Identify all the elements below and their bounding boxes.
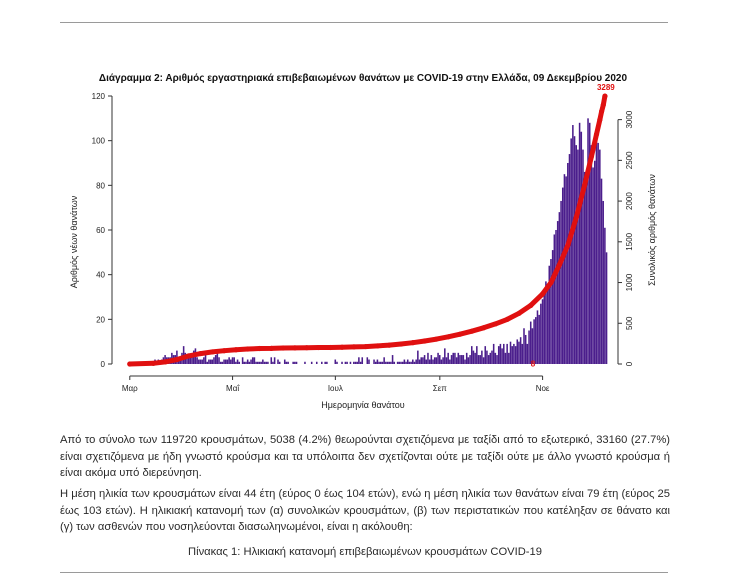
bar: [254, 357, 256, 364]
cumulative-point: [422, 338, 427, 343]
y2-tick-label: 0: [625, 361, 634, 367]
cumulative-point: [574, 215, 579, 220]
bar: [483, 357, 485, 364]
bar: [574, 136, 576, 364]
y2-tick-label: 1000: [625, 273, 634, 292]
bar: [478, 355, 480, 364]
cumulative-point: [469, 329, 474, 334]
bar: [486, 351, 488, 364]
bar: [250, 360, 252, 364]
cumulative-point: [245, 346, 250, 351]
bar: [537, 310, 539, 364]
y2-tick-label: 1500: [625, 232, 634, 251]
y-tick-label: 60: [96, 226, 105, 235]
bar: [506, 344, 508, 364]
y2-tick-label: 3000: [625, 110, 634, 129]
cumulative-point: [186, 353, 191, 358]
bar: [200, 360, 202, 364]
bar: [383, 357, 385, 364]
y2-tick-label: 2000: [625, 192, 634, 210]
cumulative-point: [505, 317, 510, 322]
bar: [225, 360, 227, 364]
cumulative-point: [292, 345, 297, 350]
bar: [491, 351, 493, 364]
bar: [436, 357, 438, 364]
bar: [419, 360, 421, 364]
bar: [335, 360, 337, 364]
bar: [360, 362, 362, 364]
bar: [294, 362, 296, 364]
bar: [542, 299, 544, 364]
bar: [471, 346, 473, 364]
bar: [594, 161, 596, 364]
bar: [552, 250, 554, 364]
cumulative-point: [222, 348, 227, 353]
bar: [439, 355, 441, 364]
bar: [350, 362, 352, 364]
bar: [543, 290, 545, 364]
bar: [402, 362, 404, 364]
cumulative-point: [304, 345, 309, 350]
bar: [259, 362, 261, 364]
bar: [270, 357, 272, 364]
bar: [533, 319, 535, 364]
bar: [264, 362, 266, 364]
bar: [434, 357, 436, 364]
cumulative-point: [163, 359, 168, 364]
bar: [223, 360, 225, 364]
bar: [431, 355, 433, 364]
bar: [215, 355, 217, 364]
bar: [447, 353, 449, 364]
cumulative-point: [257, 346, 262, 351]
y-tick-label: 120: [91, 92, 105, 101]
bar: [387, 362, 389, 364]
bar: [201, 360, 203, 364]
x-axis: [122, 376, 550, 393]
bar: [227, 360, 229, 364]
cumulative-point: [363, 344, 368, 349]
bar: [446, 357, 448, 364]
bar: [481, 351, 483, 364]
bar: [385, 362, 387, 364]
bar: [426, 360, 428, 364]
bar: [208, 360, 210, 364]
bar: [570, 138, 572, 364]
cumulative-point: [281, 345, 286, 350]
bar: [388, 362, 390, 364]
y-tick-label: 0: [100, 360, 105, 369]
cumulative-point: [127, 361, 132, 366]
bar: [405, 362, 407, 364]
bar: [510, 342, 512, 364]
y-axis-label: Αριθμός νέων θανάτων: [69, 195, 79, 289]
bar: [355, 362, 357, 364]
bar: [505, 353, 507, 364]
bar: [279, 362, 281, 364]
bar: [441, 360, 443, 364]
y-axis-right: [618, 110, 634, 366]
bar: [468, 357, 470, 364]
bar: [272, 362, 274, 364]
bar: [213, 357, 215, 364]
bar: [382, 362, 384, 364]
bar: [518, 342, 520, 364]
bar: [399, 362, 401, 364]
bar: [458, 353, 460, 364]
bar: [336, 362, 338, 364]
y-tick-label: 40: [96, 270, 105, 280]
bar: [233, 357, 235, 364]
bar: [449, 360, 451, 364]
bar: [296, 362, 298, 364]
bar: [220, 362, 222, 364]
bar: [456, 357, 458, 364]
bar: [513, 344, 515, 364]
bar: [410, 362, 412, 364]
bar: [540, 304, 542, 364]
bar: [292, 362, 294, 364]
cumulative-point: [446, 334, 451, 339]
bar: [575, 145, 577, 364]
cumulative-point: [548, 280, 553, 285]
bar: [249, 362, 251, 364]
bar: [393, 362, 395, 364]
cumulative-point: [582, 182, 587, 187]
bar: [516, 339, 518, 364]
bar: [584, 172, 586, 364]
bar: [493, 344, 495, 364]
x-tick-label: Σεπ: [432, 384, 447, 393]
x-tick-label: Μαρ: [121, 384, 138, 393]
cumulative-point: [601, 102, 606, 107]
cumulative-point: [328, 345, 333, 350]
cumulative-point: [528, 303, 533, 308]
cumulative-point: [339, 345, 344, 350]
y-tick-label: 80: [96, 181, 105, 191]
bar: [368, 360, 370, 364]
bar: [515, 346, 517, 364]
paragraph-age-distribution: Η μέση ηλικία των κρουσμάτων είναι 44 έτη (εύρος 0 έως 104 ετών), ενώ η μέση ηλικία των θανάτων είναι 79 έτη (εύρος 25 έως 103 ετών). Η ηλικιακή κατανομή των (α) συνολικών κρουσμάτων, (β) των περιστατικών που κατέληξαν σε θάνατο και (γ) των ασθενών που νοσηλεύονται διασωληνωμένοι, είναι η ακόλουθη:: [60, 488, 670, 533]
y2-tick-label: 500: [625, 316, 634, 330]
bar: [356, 362, 358, 364]
bar: [560, 201, 562, 364]
bar: [252, 357, 254, 364]
bar: [377, 360, 379, 364]
bar: [311, 362, 313, 364]
bottom-rule: [60, 572, 668, 573]
bar: [380, 362, 382, 364]
bar: [228, 357, 230, 364]
cumulative-point: [540, 291, 545, 296]
bar: [203, 357, 205, 364]
bar: [522, 344, 524, 364]
bar: [230, 360, 232, 364]
bar: [557, 221, 559, 364]
x-axis-label: Ημερομηνία θανάτου: [321, 400, 405, 410]
bar: [404, 360, 406, 364]
bar: [400, 362, 402, 364]
cumulative-point: [597, 117, 602, 122]
bar: [432, 360, 434, 364]
bar: [414, 362, 416, 364]
bar: [554, 234, 556, 364]
bar: [500, 344, 502, 364]
bar: [528, 331, 530, 365]
bar: [550, 259, 552, 364]
bar: [606, 252, 608, 364]
bar: [442, 357, 444, 364]
bar: [587, 118, 589, 364]
bar: [535, 317, 537, 364]
bar: [579, 123, 581, 364]
bar: [245, 362, 247, 364]
bar: [581, 132, 583, 364]
bar: [444, 348, 446, 364]
bar: [596, 127, 598, 364]
bar: [564, 174, 566, 364]
bar: [484, 346, 486, 364]
bar: [237, 360, 239, 364]
bar: [262, 360, 264, 364]
bar: [326, 362, 328, 364]
bar: [601, 179, 603, 364]
cumulative-point: [210, 349, 215, 354]
bar: [464, 360, 466, 364]
cumulative-point: [594, 132, 599, 137]
bar: [555, 230, 557, 364]
bar: [496, 355, 498, 364]
bar: [415, 360, 417, 364]
bar: [503, 344, 505, 364]
bar: [454, 353, 456, 364]
cumulative-point: [387, 343, 392, 348]
bar: [520, 337, 522, 364]
bar: [463, 355, 465, 364]
bar: [530, 322, 532, 364]
bar: [304, 362, 306, 364]
bar: [392, 355, 394, 364]
bar: [341, 362, 343, 364]
bar: [562, 188, 564, 364]
cumulative-point: [599, 109, 604, 114]
bar: [501, 348, 503, 364]
bar: [232, 357, 234, 364]
bar: [212, 360, 214, 364]
bar: [267, 362, 269, 364]
bar: [422, 357, 424, 364]
bar: [567, 163, 569, 364]
bar: [346, 362, 348, 364]
bar: [466, 353, 468, 364]
cumulative-point: [375, 343, 380, 348]
bar: [284, 360, 286, 364]
bar: [474, 353, 476, 364]
bar: [523, 328, 525, 364]
bar: [361, 357, 363, 364]
bar: [260, 362, 262, 364]
paragraph-cases-origin: Από το σύνολο των 119720 κρουσμάτων, 5038 (4.2%) θεωρούνται σχετιζόμενα με ταξίδι από το εξωτερικό, 33160 (27.7%) είναι σχετιζόμενα με ήδη γνωστό κρούσμα και τα υπόλοιπα δεν σχετίζονται ούτε με ταξίδι ούτε με άλλο γνωστό κρούσμα ή είναι ακόμα υπό διερεύνηση.: [60, 434, 670, 479]
bar: [565, 176, 567, 364]
bar: [527, 344, 529, 364]
bar: [597, 143, 599, 364]
cumulative-point: [481, 325, 486, 330]
y2-tick-label: 2500: [625, 151, 634, 170]
cumulative-point: [174, 357, 179, 362]
cumulative-point: [351, 344, 356, 349]
bar: [420, 357, 422, 364]
y-axis-left: [92, 92, 112, 369]
bar: [525, 335, 527, 364]
cumulative-point: [493, 321, 498, 326]
bar: [599, 150, 601, 364]
x-tick-label: Μαΐ: [226, 384, 240, 393]
y-tick-label: 20: [96, 315, 105, 325]
bar: [407, 360, 409, 364]
cumulative-point: [269, 346, 274, 351]
bar: [238, 362, 240, 364]
bar: [367, 357, 369, 364]
bar-series: [142, 118, 607, 364]
bar: [469, 355, 471, 364]
cumulative-point: [316, 345, 321, 350]
cumulative-point: [557, 262, 562, 267]
bar: [205, 355, 207, 364]
bar: [378, 362, 380, 364]
bar: [191, 357, 193, 364]
bar: [316, 362, 318, 364]
cumulative-point: [602, 93, 607, 98]
bar: [196, 357, 198, 364]
x-tick-label: Ιουλ: [327, 384, 343, 393]
bar: [577, 150, 579, 364]
bar: [476, 346, 478, 364]
bar: [390, 362, 392, 364]
bar: [488, 355, 490, 364]
bar: [235, 362, 237, 364]
bar: [602, 201, 604, 364]
bar: [490, 353, 492, 364]
annotation-label: 3289: [596, 83, 615, 93]
bar: [538, 315, 540, 364]
bar: [417, 351, 419, 364]
bar: [265, 362, 267, 364]
cumulative-point: [410, 340, 415, 345]
cumulative-point: [516, 311, 521, 316]
x-tick-label: Νοε: [535, 384, 550, 393]
bar: [277, 360, 279, 364]
bar: [409, 362, 411, 364]
cumulative-point: [434, 336, 439, 341]
bar: [247, 360, 249, 364]
bar: [452, 353, 454, 364]
bar: [592, 167, 594, 364]
y-tick-label: 100: [91, 136, 105, 146]
bar: [373, 360, 375, 364]
cumulative-point: [589, 154, 594, 159]
bar: [397, 362, 399, 364]
cumulative-point: [151, 361, 156, 366]
chart-title: Διάγραμμα 2: Αριθμός εργαστηριακά επιβεβαιωμένων θανάτων με COVID-19 στην Ελλάδα, 09 Δεκεμβρίου 2020: [98, 73, 628, 84]
bar: [210, 360, 212, 364]
bar: [255, 362, 257, 364]
bar: [287, 362, 289, 364]
bar: [511, 346, 513, 364]
cumulative-point: [398, 341, 403, 346]
cumulative-point: [198, 351, 203, 356]
bar: [242, 357, 244, 364]
bar: [222, 362, 224, 364]
bar: [286, 362, 288, 364]
bar: [257, 362, 259, 364]
bar: [437, 353, 439, 364]
cumulative-point: [233, 347, 238, 352]
bar: [591, 145, 593, 364]
bar: [429, 360, 431, 364]
bar: [547, 284, 549, 364]
bar: [569, 154, 571, 364]
bar: [498, 346, 500, 364]
bar: [508, 353, 510, 364]
bar: [375, 362, 377, 364]
bar: [218, 357, 220, 364]
bar: [473, 351, 475, 364]
bar: [353, 362, 355, 364]
bar: [274, 357, 276, 364]
bar: [244, 362, 246, 364]
bar: [572, 125, 574, 364]
bar: [427, 353, 429, 364]
bar: [217, 353, 219, 364]
bar: [324, 362, 326, 364]
annotation-label: 8: [530, 359, 536, 369]
bar: [206, 362, 208, 364]
cumulative-point: [457, 332, 462, 337]
bar: [190, 357, 192, 364]
table-caption: Πίνακας 1: Ηλικιακή κατανομή επιβεβαιωμένων κρουσμάτων COVID-19: [188, 546, 542, 558]
bar: [321, 362, 323, 364]
bar: [461, 355, 463, 364]
bar: [424, 355, 426, 364]
y2-axis-label: Συνολικός αριθμός θανάτων: [647, 174, 657, 286]
bar: [604, 228, 606, 364]
bar: [586, 181, 588, 364]
bar: [479, 355, 481, 364]
bar: [559, 212, 561, 364]
bar: [495, 353, 497, 364]
bar: [459, 355, 461, 364]
bar: [198, 360, 200, 364]
bar: [412, 360, 414, 364]
cumulative-point: [565, 242, 570, 247]
bar: [358, 357, 360, 364]
bar: [451, 355, 453, 364]
bar: [345, 362, 347, 364]
